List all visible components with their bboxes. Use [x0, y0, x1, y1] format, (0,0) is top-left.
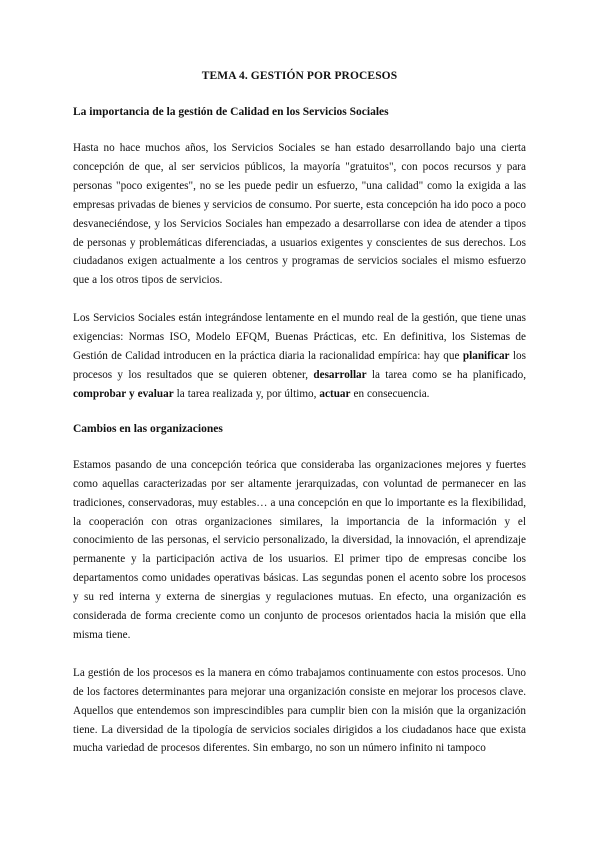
- section-heading-changes: Cambios en las organizaciones: [73, 422, 223, 435]
- paragraph-organizations: Estamos pasando de una concepción teórica que consideraba las organizaciones mejores y fuertes como aquellas caracterizadas por ser altamente jerarquizadas, con voluntad de permanecer en las tradiciones, conservadoras, muy estables… a una concepción en que lo importante es la flexibilidad, la cooperación con otras organizaciones similares, la importancia de la información y el conocimiento de las personas, el servicio personalizado, la diversidad, la innovación, el aprendizaje permanente y la participación activa de los usuarios. El primer tipo de empresas concibe los departamentos como unidades operativas básicas. Las segundas ponen el acento sobre los procesos y su red interna y externa de sinergias y regulaciones mutuas. En efecto, una organización es considerada de forma creciente como un conjunto de procesos orientados hacia la misión que ella misma tiene.: [73, 458, 526, 641]
- bold-term-comprobar: comprobar y evaluar: [73, 387, 174, 400]
- paragraph-quality-management: [73, 309, 526, 404]
- text-run: los procesos y los resultados que se quieren obtener,: [73, 350, 526, 381]
- text-run: en consecuencia.: [350, 387, 430, 400]
- text-run: la tarea como se ha planificado,: [366, 368, 526, 381]
- text-run: Los Servicios Sociales están integrándose lentamente en el mundo real de la gestión, que tiene unas exigencias: Normas ISO, Modelo EFQM, Buenas Prácticas, etc. En definitiva, los Sistemas de Gestión de Calidad introducen en la práctica diaria la racionalidad empírica: hay que: [73, 312, 526, 363]
- paragraph-quality-intro: Hasta no hace muchos años, los Servicios Sociales se han estado desarrollando bajo una cierta concepción de que, al ser servicios públicos, la mayoría "gratuitos", con pocos recursos y para personas "poco exigentes", no se les puede pedir un esfuerzo, "una calidad" como la exigida a las empresas privadas de bienes y servicios de consumo. Por suerte, esta concepción ha ido poco a poco desvaneciéndose, y los Servicios Sociales han empezado a desarrollarse con idea de atender a tipos de personas y problemáticas diferenciadas, a usuarios exigentes y conscientes de sus derechos. Los ciudadanos exigen actualmente a los centros y programas de servicios sociales el mismo esfuerzo que a los otros tipos de servicios.: [73, 142, 526, 287]
- bold-term-planificar: planificar: [462, 350, 510, 363]
- bold-term-actuar: actuar: [319, 387, 351, 400]
- section-heading-quality: La importancia de la gestión de Calidad en los Servicios Sociales: [73, 106, 389, 118]
- bold-term-desarrollar: desarrollar: [313, 368, 367, 381]
- text-run: la tarea realizada y, por último,: [173, 387, 320, 400]
- document-title: TEMA 4. GESTIÓN POR PROCESOS: [201, 70, 398, 82]
- paragraph-process-management: La gestión de los procesos es la manera en cómo trabajamos continuamente con estos procesos. Uno de los factores determinantes para mejorar una organización consiste en mejorar los procesos clave. Aquellos que entendemos son imprescindibles para cumplir bien con la misión que la organización tiene. La diversidad de la tipología de servicios sociales dirigidos a los ciudadanos hace que exista mucha variedad de procesos diferentes. Sin embargo, no son un número infinito ni tampoco: [73, 666, 526, 755]
